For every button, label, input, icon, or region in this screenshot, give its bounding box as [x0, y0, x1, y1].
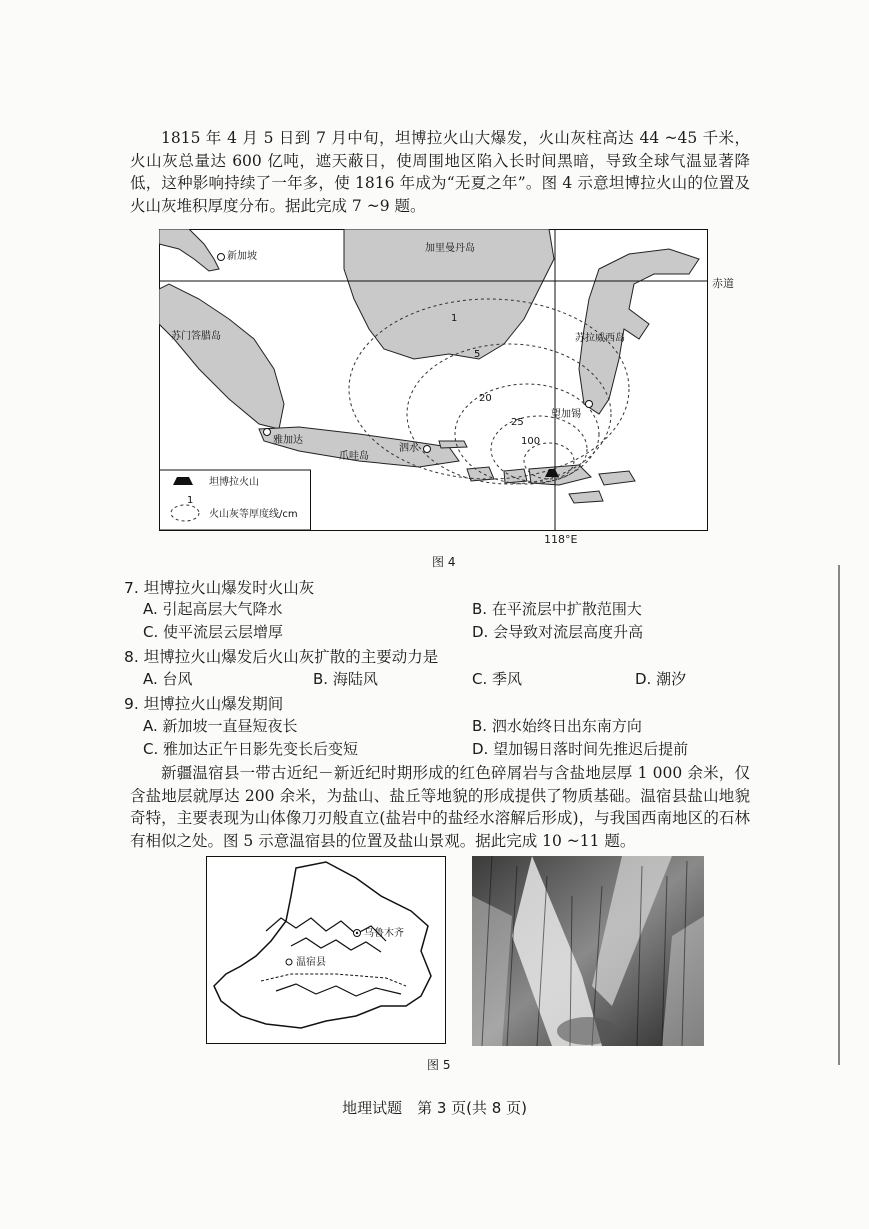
passage-2: 新疆温宿县一带古近纪－新近纪时期形成的红色碎屑岩与含盐地层厚 1 000 余米，仅含盐地层就厚达 200 余米，为盐山、盐丘等地貌的形成提供了物质基础。温宿县盐山地貌奇特，主要表现为山体像刀刃般直立(盐岩中的盐经水溶解后形成)，与我国西南地区的石林有相似之处。图 5 示意温宿县的位置及盐山景观。据此完成 10 ~11 题。 [130, 764, 750, 850]
makassar-dot [586, 401, 593, 408]
jakarta-dot [264, 429, 271, 436]
label-java: 爪哇岛 [339, 451, 369, 462]
label-jakarta: 雅加达 [273, 435, 303, 446]
figure-4-caption: 图 4 [432, 555, 456, 569]
question-9-option-d[interactable]: D. 望加锡日落时间先推迟后提前 [472, 740, 689, 758]
figure-5-map [206, 856, 446, 1044]
isopach-label-20: 20 [479, 393, 492, 404]
isopach-label-100: 100 [521, 436, 541, 447]
question-7-option-a[interactable]: A. 引起高层大气降水 [143, 600, 283, 618]
figure-4-map [159, 229, 708, 531]
question-7-option-c[interactable]: C. 使平流层云层增厚 [143, 623, 284, 641]
question-9-option-b[interactable]: B. 泗水始终日出东南方向 [472, 717, 642, 735]
label-equator: 赤道 [712, 277, 734, 290]
question-8-option-c[interactable]: C. 季风 [472, 670, 523, 688]
label-urumqi: 乌鲁木齐 [364, 928, 404, 939]
legend-isopach-sample: 1 [187, 495, 194, 506]
question-7-option-d[interactable]: D. 会导致对流层高度升高 [472, 623, 644, 641]
legend-isopach-label: 火山灰等厚度线/cm [209, 509, 298, 520]
question-8-option-d[interactable]: D. 潮汐 [635, 670, 687, 688]
question-9-stem: 9. 坦博拉火山爆发期间 [124, 695, 284, 713]
label-longitude: 118°E [544, 533, 578, 546]
question-7-option-b[interactable]: B. 在平流层中扩散范围大 [472, 600, 642, 618]
label-wensu: 温宿县 [296, 957, 326, 968]
question-8-option-b[interactable]: B. 海陆风 [313, 670, 378, 688]
salt-mountain-photo [472, 856, 704, 1046]
question-8-stem: 8. 坦博拉火山爆发后火山灰扩散的主要动力是 [124, 648, 439, 666]
question-9-option-c[interactable]: C. 雅加达正午日影先变长后变短 [143, 740, 359, 758]
page-footer: 地理试题 第 3 页(共 8 页) [342, 1099, 527, 1117]
margin-line [838, 565, 840, 1065]
label-singapore: 新加坡 [227, 251, 257, 262]
question-8-option-a[interactable]: A. 台风 [143, 670, 193, 688]
figure-5-caption: 图 5 [427, 1058, 451, 1072]
isopach-label-5: 5 [474, 349, 481, 360]
isopach-label-1: 1 [451, 313, 458, 324]
legend-volcano-label: 坦博拉火山 [209, 477, 259, 488]
isopach-label-25: 25 [511, 417, 524, 428]
label-kalimantan: 加里曼丹岛 [425, 243, 475, 254]
surabaya-dot [424, 446, 431, 453]
question-9-option-a[interactable]: A. 新加坡一直昼短夜长 [143, 717, 298, 735]
singapore-dot [218, 254, 225, 261]
wensu-dot [286, 959, 292, 965]
passage-1: 1815 年 4 月 5 日到 7 月中旬，坦博拉火山大爆发，火山灰柱高达 44 ~45 千米，火山灰总量达 600 亿吨，遮天蔽日，使周围地区陷入长时间黑暗，导致全球气温显著降低，这种影响持续了一年多，使 1816 年成为“无夏之年”。图 4 示意坦博拉火山的位置及火山灰堆积厚度分布。据此完成 7 ~9 题。 [130, 129, 750, 215]
label-surabaya: 泗水 [399, 443, 419, 454]
question-7-stem: 7. 坦博拉火山爆发时火山灰 [124, 579, 315, 597]
label-makassar: 望加锡 [551, 409, 581, 420]
label-sumatra: 苏门答腊岛 [171, 331, 221, 342]
label-sulawesi: 苏拉威西岛 [575, 333, 625, 344]
